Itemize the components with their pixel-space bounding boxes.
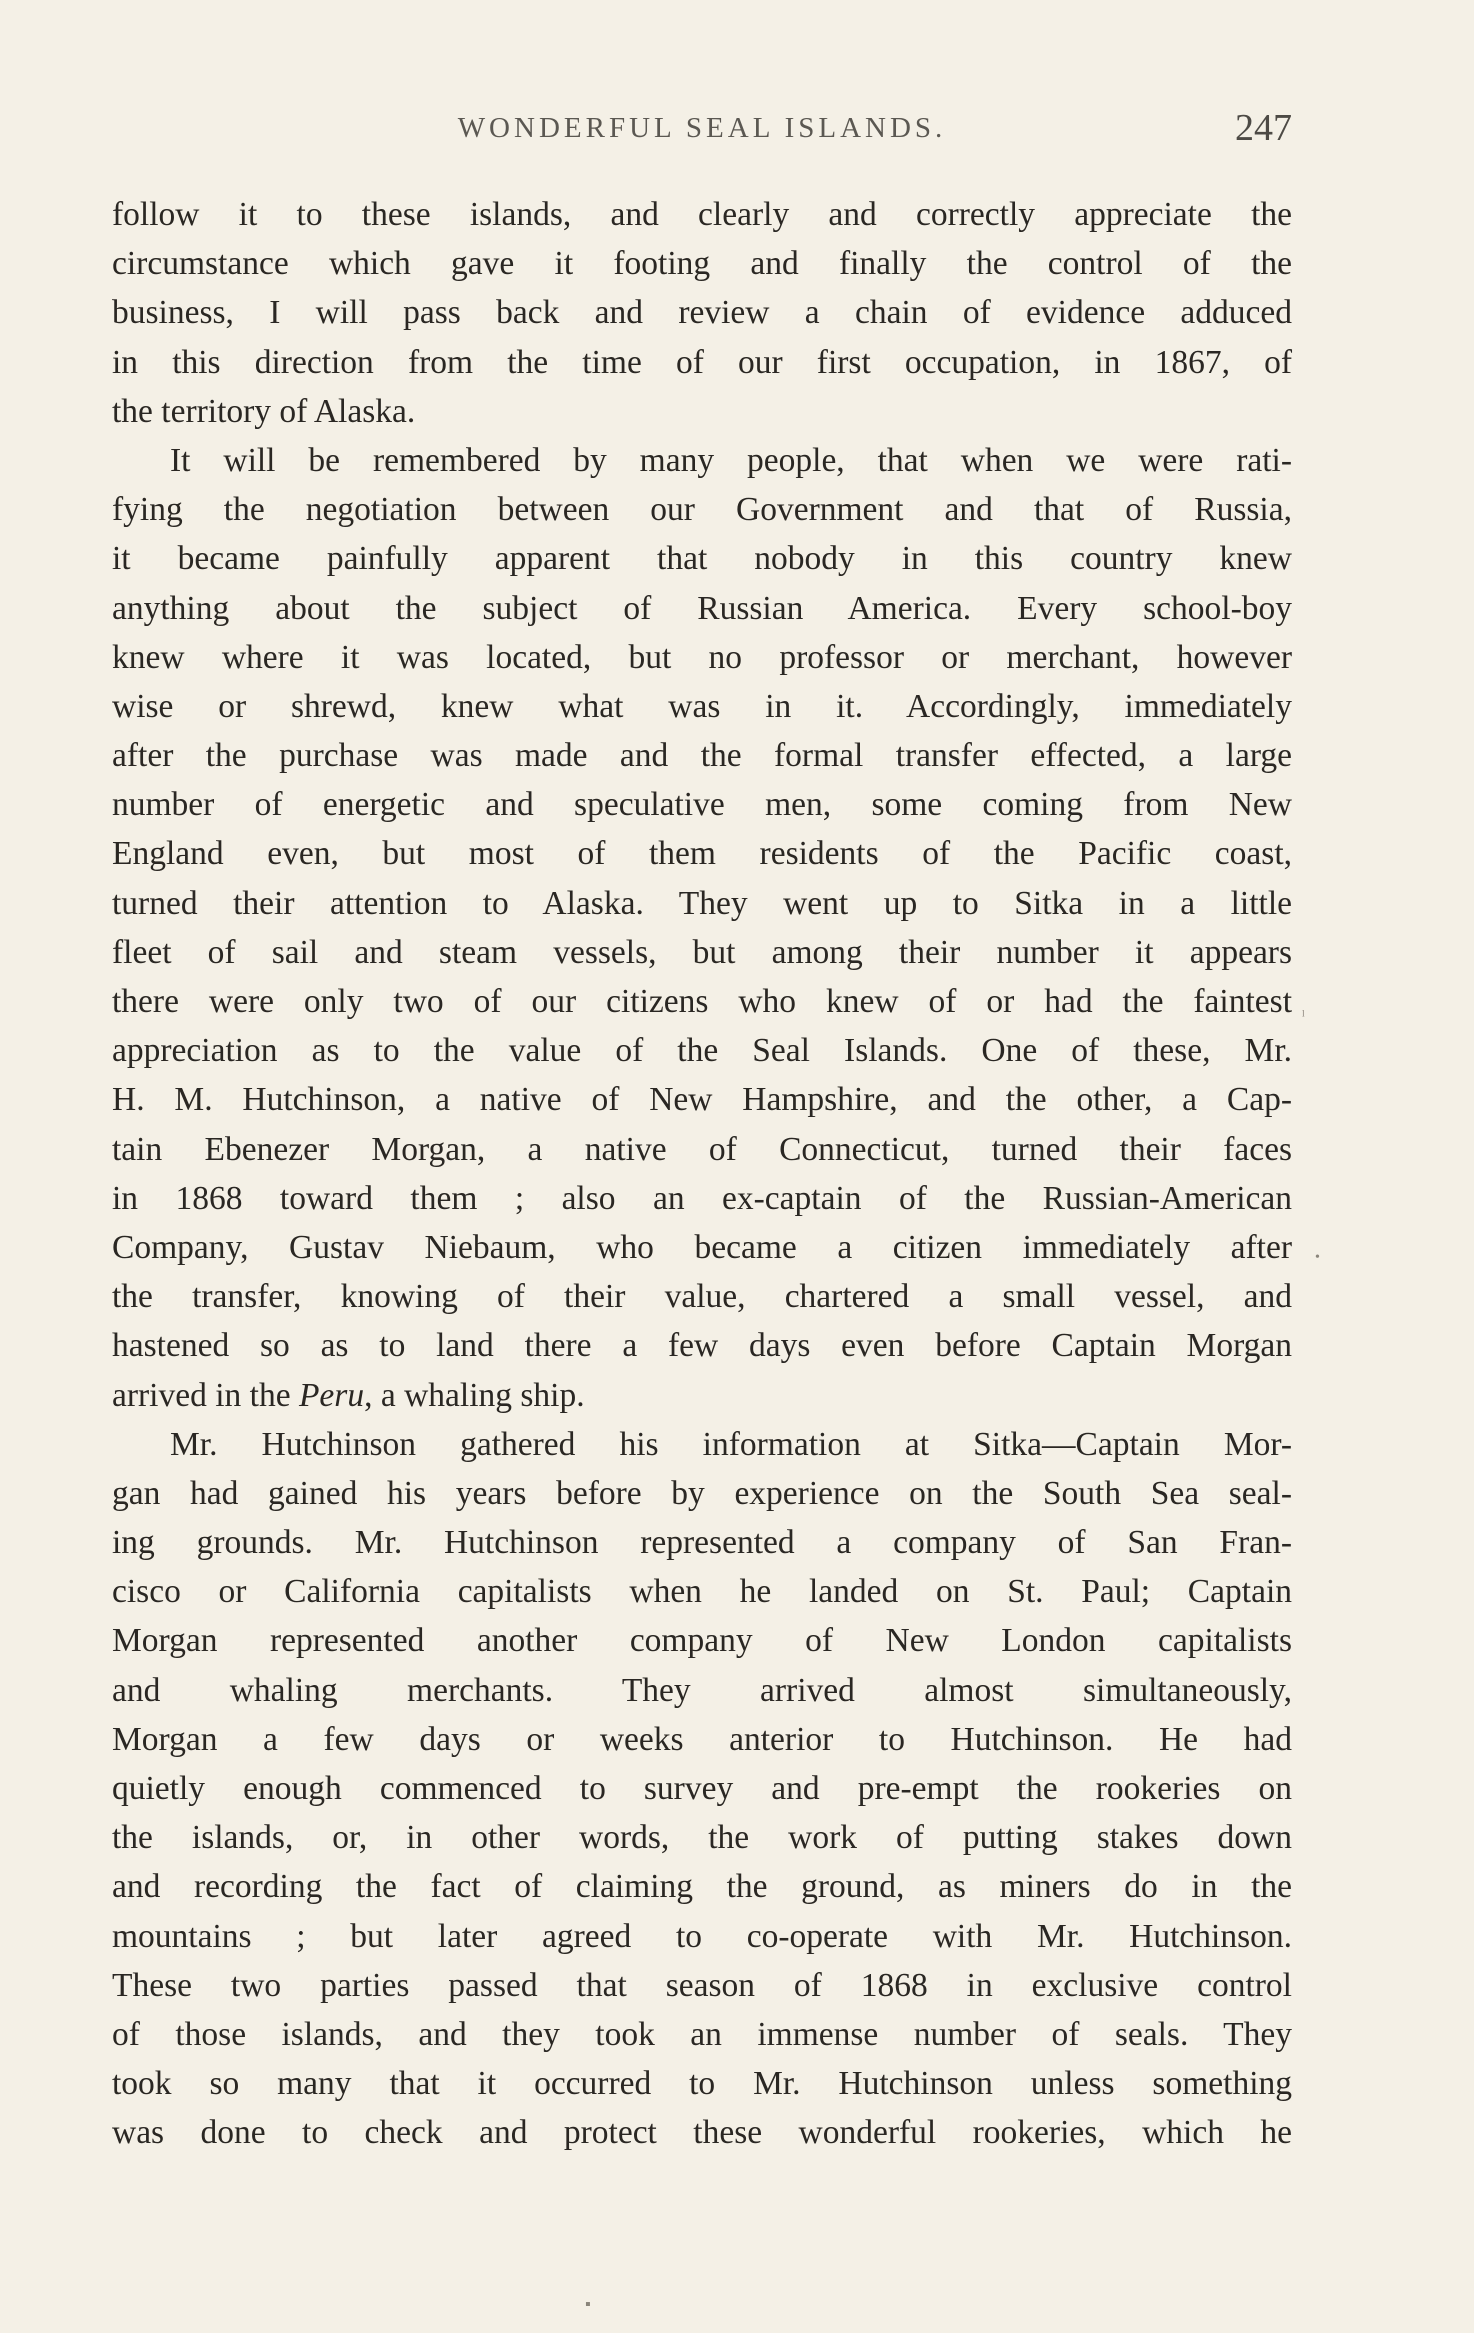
text-line: of those islands, and they took an immense number of seals. They [112,2015,1292,2053]
text-line: in 1868 toward them ; also an ex-captain of the Russian-American [112,1179,1292,1217]
text-segment: arrived in the [112,1376,299,1414]
margin-mark: • [1315,1250,1320,1265]
margin-mark: ˡ [1302,1008,1305,1025]
text-line: the territory of Alaska. [112,392,416,430]
text-line: and recording the fact of claiming the ground, as miners do in the [112,1868,1292,1906]
text-line [112,1371,1292,1420]
text-line: fleet of sail and steam vessels, but among their number it appears [112,933,1292,971]
text-line: it became painfully apparent that nobody in this country knew [112,540,1292,578]
text-line: ing grounds. Mr. Hutchinson represented a company of San Fran- [112,1524,1292,1562]
body-text [112,190,1292,2158]
text-line: cisco or California capitalists when he landed on St. Paul; Captain [112,1573,1292,1611]
text-line: Morgan a few days or weeks anterior to Hutchinson. He had [112,1720,1292,1758]
text-line: number of energetic and speculative men, some coming from New [112,786,1292,824]
ship-name: Peru [298,1376,365,1414]
text-line: and whaling merchants. They arrived almost simultaneously, [112,1671,1292,1709]
text-line: quietly enough commenced to survey and pre-empt the rookeries on [112,1770,1292,1807]
text-line: tain Ebenezer Morgan, a native of Connecticut, turned their faces [112,1130,1292,1168]
text-segment: , a whaling ship. [364,1376,585,1414]
text-line: gan had gained his years before by experience on the South Sea seal- [112,1474,1292,1512]
text-line: was done to check and protect these wonderful rookeries, which he [112,2114,1292,2152]
text-line: fying the negotiation between our Government and that of Russia, [112,491,1292,529]
text-line: These two parties passed that season of 1868 in exclusive control [112,1966,1292,2004]
text-line: Company, Gustav Niebaum, who became a citizen immediately after [112,1228,1292,1266]
running-head [112,107,1292,156]
text-line: anything about the subject of Russian America. Every school-boy [112,589,1292,627]
text-line: follow it to these islands, and clearly and correctly appreciate the [112,196,1292,233]
running-title: WONDERFUL SEAL ISLANDS. [457,112,947,144]
text-line: It will be remembered by many people, that when we were rati- [170,441,1292,479]
text-line: there were only two of our citizens who knew of or had the faintest [112,983,1292,1020]
text-line: circumstance which gave it footing and finally the control of the [112,245,1292,283]
text-line: business, I will pass back and review a chain of evidence adduced [112,294,1292,332]
text-line: H. M. Hutchinson, a native of New Hampshire, and the other, a Cap- [112,1081,1292,1119]
text-line: turned their attention to Alaska. They went up to Sitka in a little [112,884,1292,922]
text-line: took so many that it occurred to Mr. Hutchinson unless something [112,2065,1292,2103]
text-line: the transfer, knowing of their value, chartered a small vessel, and [112,1278,1292,1316]
margin-mark: ▪ [585,2296,591,2313]
text-line: wise or shrewd, knew what was in it. Accordingly, immediately [112,687,1292,725]
text-line: after the purchase was made and the formal transfer effected, a large [112,737,1292,775]
text-line: England even, but most of them residents of the Pacific coast, [112,835,1292,873]
text-line: Mr. Hutchinson gathered his information at Sitka—Captain Mor- [170,1425,1292,1463]
text-line: in this direction from the time of our first occupation, in 1867, of [112,343,1292,381]
text-line: mountains ; but later agreed to co-operate with Mr. Hutchinson. [112,1917,1292,1955]
text-line: knew where it was located, but no professor or merchant, however [112,638,1292,676]
text-line: hastened so as to land there a few days even before Captain Morgan [112,1327,1292,1365]
page-number: 247 [1235,107,1292,149]
text-line: the islands, or, in other words, the work of putting stakes down [112,1819,1292,1857]
text-line: appreciation as to the value of the Seal Islands. One of these, Mr. [112,1032,1292,1070]
text-line: Morgan represented another company of New London capitalists [112,1622,1292,1660]
